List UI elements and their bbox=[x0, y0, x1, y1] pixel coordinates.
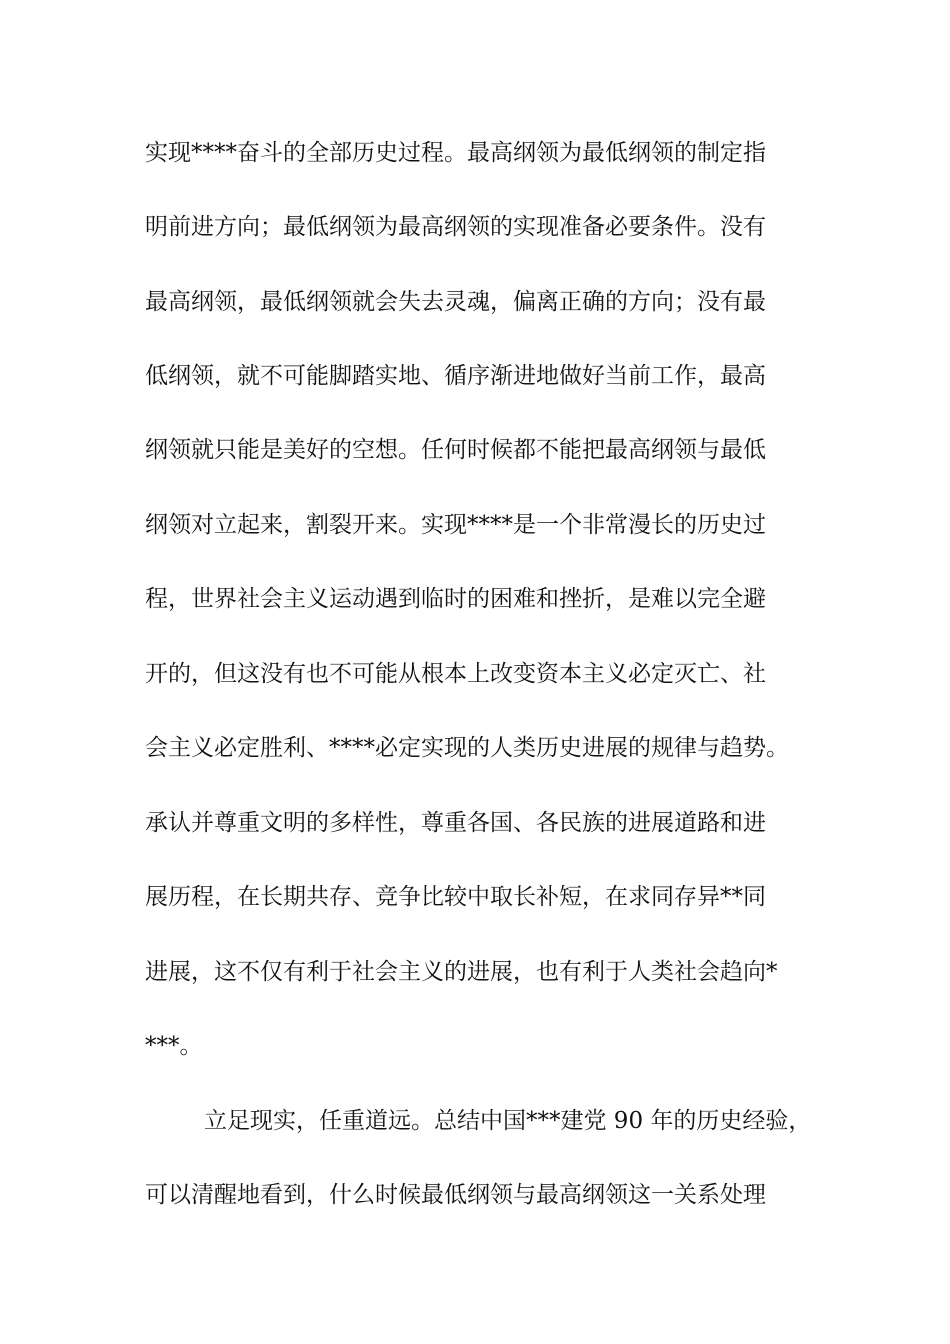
text-line: 明前进方向；最低纲领为最高纲领的实现准备必要条件。没有 bbox=[145, 214, 766, 240]
text-line: ***。 bbox=[145, 1033, 203, 1059]
text-line: 程，世界社会主义运动遇到临时的困难和挫折，是难以完全避 bbox=[145, 586, 766, 612]
text-line: 展历程，在长期共存、竞争比较中取长补短，在求同存异**同 bbox=[145, 884, 766, 910]
text-line: 纲领对立起来，割裂开来。实现****是一个非常漫长的历史过 bbox=[145, 512, 766, 538]
text-line: 会主义必定胜利、****必定实现的人类历史进展的规律与趋势。 bbox=[145, 735, 789, 761]
text-line: 最高纲领，最低纲领就会失去灵魂，偏离正确的方向；没有最 bbox=[145, 289, 766, 315]
text-line: 纲领就只能是美好的空想。任何时候都不能把最高纲领与最低 bbox=[145, 437, 766, 463]
text-line: 开的，但这没有也不可能从根本上改变资本主义必定灭亡、社 bbox=[145, 661, 766, 687]
text-line: 承认并尊重文明的多样性，尊重各国、各民族的进展道路和进 bbox=[145, 810, 766, 836]
text-line: 实现****奋斗的全部历史过程。最高纲领为最低纲领的制定指 bbox=[145, 140, 766, 166]
text-line: 可以清醒地看到，什么时候最低纲领与最高纲领这一关系处理 bbox=[145, 1182, 766, 1208]
text-line: 立足现实，任重道远。总结中国***建党 90 年的历史经验， bbox=[204, 1108, 812, 1134]
text-line: 进展，这不仅有利于社会主义的进展，也有利于人类社会趋向* bbox=[145, 959, 778, 985]
text-line: 低纲领，就不可能脚踏实地、循序渐进地做好当前工作，最高 bbox=[145, 363, 766, 389]
